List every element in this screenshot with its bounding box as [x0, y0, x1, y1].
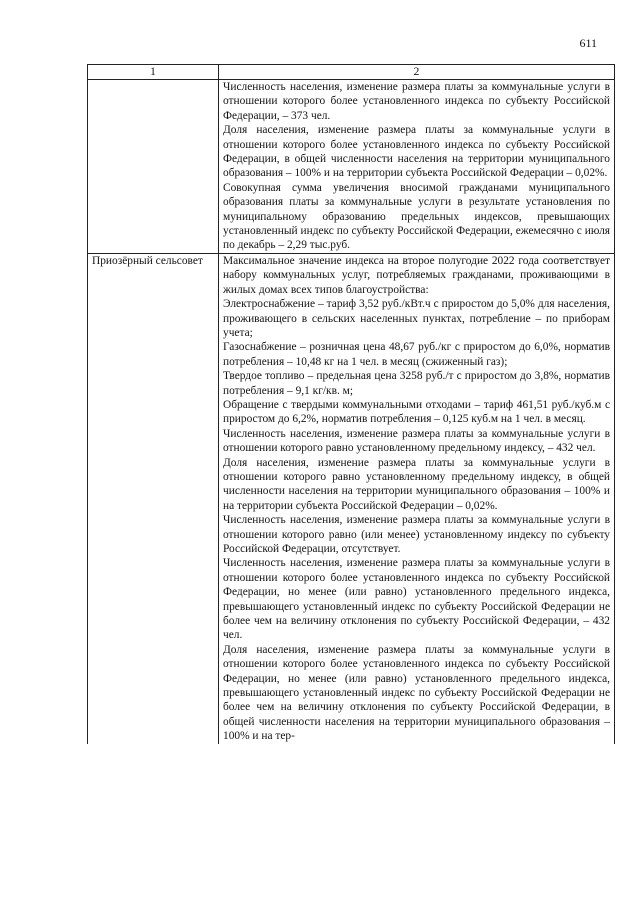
indicator-paragraph: Доля населения, изменение размера платы за коммунальные услуги в отношении которого более установленного индекса по субъекту Российской Федерации, в общей численности населения на территории муниципального образования – 100% и на территории субъекта Российской Федерации – 0,02%. [223, 124, 610, 180]
table-row [88, 253, 615, 743]
municipality-name-cell: Приозёрный сельсовет [88, 253, 219, 743]
column-header-1: 1 [88, 65, 219, 80]
page-number: 611 [579, 36, 597, 50]
indicator-paragraph: Численность населения, изменение размера платы за коммунальные услуги в отношении которого равно (или менее) установленному индексу по субъекту Российской Федерации, отсутствует. [223, 514, 610, 555]
indicator-paragraph: Совокупная сумма увеличения вносимой гражданами муниципального образования платы за коммунальные услуги в результате установления по муниципальному образованию предельных индексов, превышающих установленный индекс по субъекту Российской Федерации, ежемесячно с июля по декабрь – 2,29 тыс.руб. [223, 181, 610, 252]
indicator-paragraph: Газоснабжение – розничная цена 48,67 руб./кг с приростом до 6,0%, норматив потребления – 10,48 кг на 1 чел. в месяц (сжиженный газ); [223, 341, 610, 368]
indicator-paragraph: Численность населения, изменение размера платы за коммунальные услуги в отношении которого более установленного индекса по субъекту Российской Федерации, – 373 чел. [223, 81, 610, 122]
indicator-paragraph: Твердое топливо – предельная цена 3258 руб./т с приростом до 3,8%, норматив потребления – 9,1 кг/кв. м; [223, 370, 610, 397]
municipality-name-cell [88, 80, 219, 254]
indicator-paragraph: Электроснабжение – тариф 3,52 руб./кВт.ч с приростом до 5,0% для населения, проживающего в сельских населенных пунктах, потребление – по приборам учета; [223, 298, 610, 339]
indicator-paragraph: Обращение с твердыми коммунальными отходами – тариф 461,51 руб./куб.м с приростом до 6,2%, норматив потребления – 0,125 куб.м на 1 чел. в месяц. [223, 398, 610, 426]
indicator-cell [219, 80, 615, 254]
indicator-paragraph: Максимальное значение индекса на второе полугодие 2022 года соответствует набору коммунальных услуг, потребляемых гражданами, проживающими в жилых домах всех типов благоустройства: [223, 254, 610, 296]
document-table [87, 64, 615, 744]
table-row [88, 80, 615, 254]
indicator-paragraph: Численность населения, изменение размера платы за коммунальные услуги в отношении которого более установленного индекса по субъекту Российской Федерации, но менее (или равно) установленного предельного индекса, превышающего установленный индекс по субъекту Российской Федерации не более чем на величину отклонения по субъекту Российской Федерации, – 432 чел. [223, 557, 610, 642]
indicator-paragraph: Доля населения, изменение размера платы за коммунальные услуги в отношении которого более установленного индекса по субъекту Российской Федерации, но менее (или равно) установленного предельного индекса, превышающего установленный индекс по субъекту Российской Федерации не более чем на величину отклонения по субъекту Российской Федерации, в общей численности населения на территории муниципального образования – 100% и на тер- [223, 643, 610, 743]
indicator-paragraph: Численность населения, изменение размера платы за коммунальные услуги в отношении которого равно установленному предельному индексу, – 432 чел. [223, 427, 610, 455]
column-header-2: 2 [219, 65, 615, 80]
indicator-cell [219, 253, 615, 743]
indicator-paragraph: Доля населения, изменение размера платы за коммунальные услуги в отношении которого равно установленному предельному индексу, в общей численности населения на территории муниципального образования – 100% и на территории субъекта Российской Федерации – 0,02%. [223, 456, 610, 512]
table-header-row [88, 65, 615, 80]
